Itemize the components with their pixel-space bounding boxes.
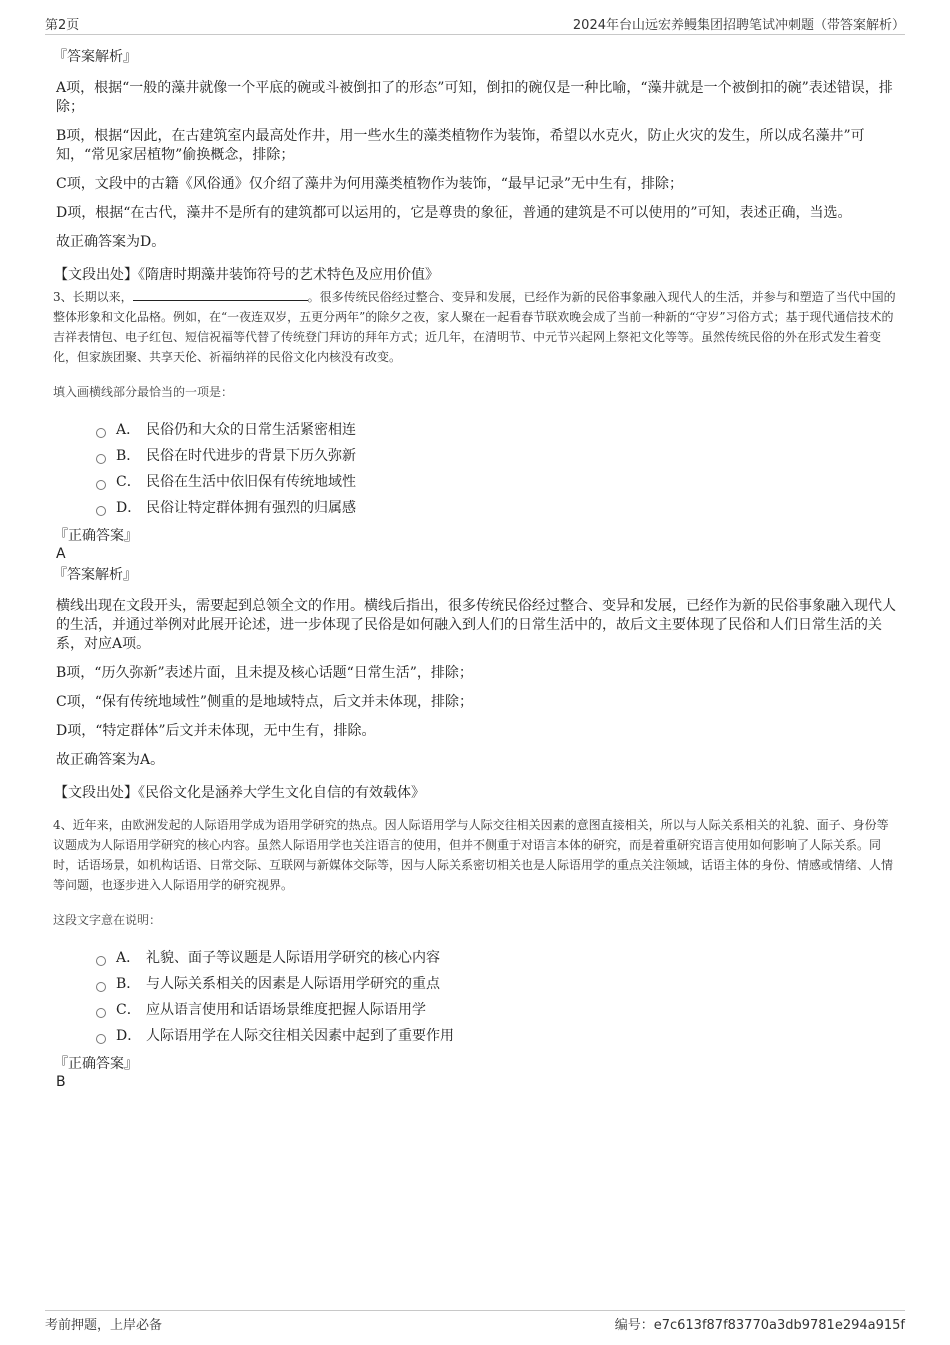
analysis-paragraph: D项，根据“在古代，藻井不是所有的建筑都可以运用的，它是尊贵的象征，普通的建筑是不可以使用的”可知，表述正确，当选。 (56, 205, 852, 221)
source-citation: 【文段出处】《民俗文化是涵养大学生文化自信的有效载体》 (54, 785, 425, 801)
page-content (53, 47, 900, 1093)
question-3-text: 3、长期以来， 。很多传统民俗经过整合、变异和发展，已经作为新的民俗事象融入现代人的生活，并参与和塑造了当代中国的整体形象和文化品格。例如，在“一夜连双岁，五更分两年”的除夕之夜，家人聚在一起看春节联欢晚会成了当前一种新的“守岁”习俗方式；基于现代通信技术的吉祥表情包、电子红包、短信祝福等代替了传统登门拜访的拜年方式；近几年，在清明节、中元节兴起网上祭祀文化等等。虽然传统民俗的外在形式发生着变化，但家族团聚、共享天伦、祈福纳祥的民俗文化内核没有改变。 (53, 290, 896, 364)
answer-label: 『正确答案』 (54, 528, 138, 544)
answer-label: 『正确答案』 (54, 1056, 138, 1072)
answer-value: A (56, 546, 66, 562)
option-d[interactable]: D． 人际语用学在人际交往相关因素中起到了重要作用 (96, 1023, 900, 1049)
radio-icon[interactable] (96, 506, 106, 516)
document-id: 编号：e7c613f87f83770a3db9781e294a915f (614, 1318, 905, 1333)
option-b[interactable]: B． 与人际关系相关的因素是人际语用学研究的重点 (96, 971, 900, 997)
analysis-paragraph: C项，文段中的古籍《风俗通》仅介绍了藻井为何用藻类植物作为装饰，“最早记录”无中生有，排除； (56, 176, 684, 192)
analysis-paragraph: C项，“保有传统地域性”侧重的是地域特点，后文并未体现，排除； (56, 694, 474, 710)
page-footer (45, 1310, 905, 1333)
radio-icon[interactable] (96, 428, 106, 438)
radio-icon[interactable] (96, 480, 106, 490)
option-b[interactable]: B． 民俗在时代进步的背景下历久弥新 (96, 443, 900, 469)
option-a[interactable]: A． 民俗仍和大众的日常生活紧密相连 (96, 417, 900, 443)
footer-slogan: 考前押题，上岸必备 (45, 1318, 163, 1333)
document-title: 2024年台山远宏养鳗集团招聘笔试冲刺题（带答案解析） (572, 18, 905, 33)
option-c[interactable]: C． 应从语言使用和话语场景维度把握人际语用学 (96, 997, 900, 1023)
radio-icon[interactable] (96, 1008, 106, 1018)
analysis-paragraph: B项，“历久弥新”表述片面，且未提及核心话题“日常生活”，排除； (56, 665, 473, 681)
analysis-paragraph: D项，“特定群体”后文并未体现，无中生有，排除。 (56, 723, 376, 739)
analysis-paragraph: A项，根据“一般的藻井就像一个平底的碗或斗被倒扣了的形态”可知，倒扣的碗仅是一种比喻，“藻井就是一个被倒扣的碗”表述错误，排除； (56, 80, 893, 115)
analysis-label: 『答案解析』 (53, 567, 137, 583)
question-4-prompt: 这段文字意在说明： (53, 913, 162, 927)
analysis-paragraph: 横线出现在文段开头，需要起到总领全文的作用。横线后指出，很多传统民俗经过整合、变异和发展，已经作为新的民俗事象融入现代人的生活，并通过举例对此展开论述，进一步体现了民俗是如何融入到人们的日常生活中的，故后文主要体现了民俗和人们日常生活的关系，对应A项。 (56, 598, 896, 652)
analysis-conclusion: 故正确答案为A。 (56, 752, 165, 768)
question-3-prompt: 填入画横线部分最恰当的一项是： (53, 385, 234, 399)
radio-icon[interactable] (96, 956, 106, 966)
question-4-options (96, 945, 900, 1049)
answer-value: B (56, 1074, 66, 1090)
radio-icon[interactable] (96, 1034, 106, 1044)
fill-blank (133, 288, 308, 301)
source-citation: 【文段出处】《隋唐时期藻井装饰符号的艺术特色及应用价值》 (54, 267, 439, 283)
question-4-text: 4、近年来，由欧洲发起的人际语用学成为语用学研究的热点。因人际语用学与人际交往相关因素的意图直接相关，所以与人际关系相关的礼貌、面子、身份等议题成为人际语用学研究的核心内容。虽然人际语用学也关注语言的使用，但并不侧重于对语言本体的研究，而是着重研究语言使用如何影响了人际关系。同时，话语场景，如机构话语、日常交际、互联网与新媒体交际等，因与人际关系密切相关也是人际语用学的重点关注领域，话语主体的身份、情感或情绪、人情等问题，也逐步进入人际语用学的研究视界。 (53, 818, 894, 892)
radio-icon[interactable] (96, 454, 106, 464)
option-a[interactable]: A． 礼貌、面子等议题是人际语用学研究的核心内容 (96, 945, 900, 971)
page-number: 第2页 (45, 18, 80, 33)
question-3-options (96, 417, 900, 521)
page-header (45, 12, 905, 35)
analysis-conclusion: 故正确答案为D。 (56, 234, 166, 250)
option-d[interactable]: D． 民俗让特定群体拥有强烈的归属感 (96, 495, 900, 521)
analysis-paragraph: B项，根据“因此，在古建筑室内最高处作井，用一些水生的藻类植物作为装饰，希望以水克火，防止火灾的发生，所以成名藻井”可知，“常见家居植物”偷换概念，排除； (56, 128, 865, 163)
option-c[interactable]: C． 民俗在生活中依旧保有传统地域性 (96, 469, 900, 495)
analysis-label: 『答案解析』 (53, 49, 137, 65)
radio-icon[interactable] (96, 982, 106, 992)
